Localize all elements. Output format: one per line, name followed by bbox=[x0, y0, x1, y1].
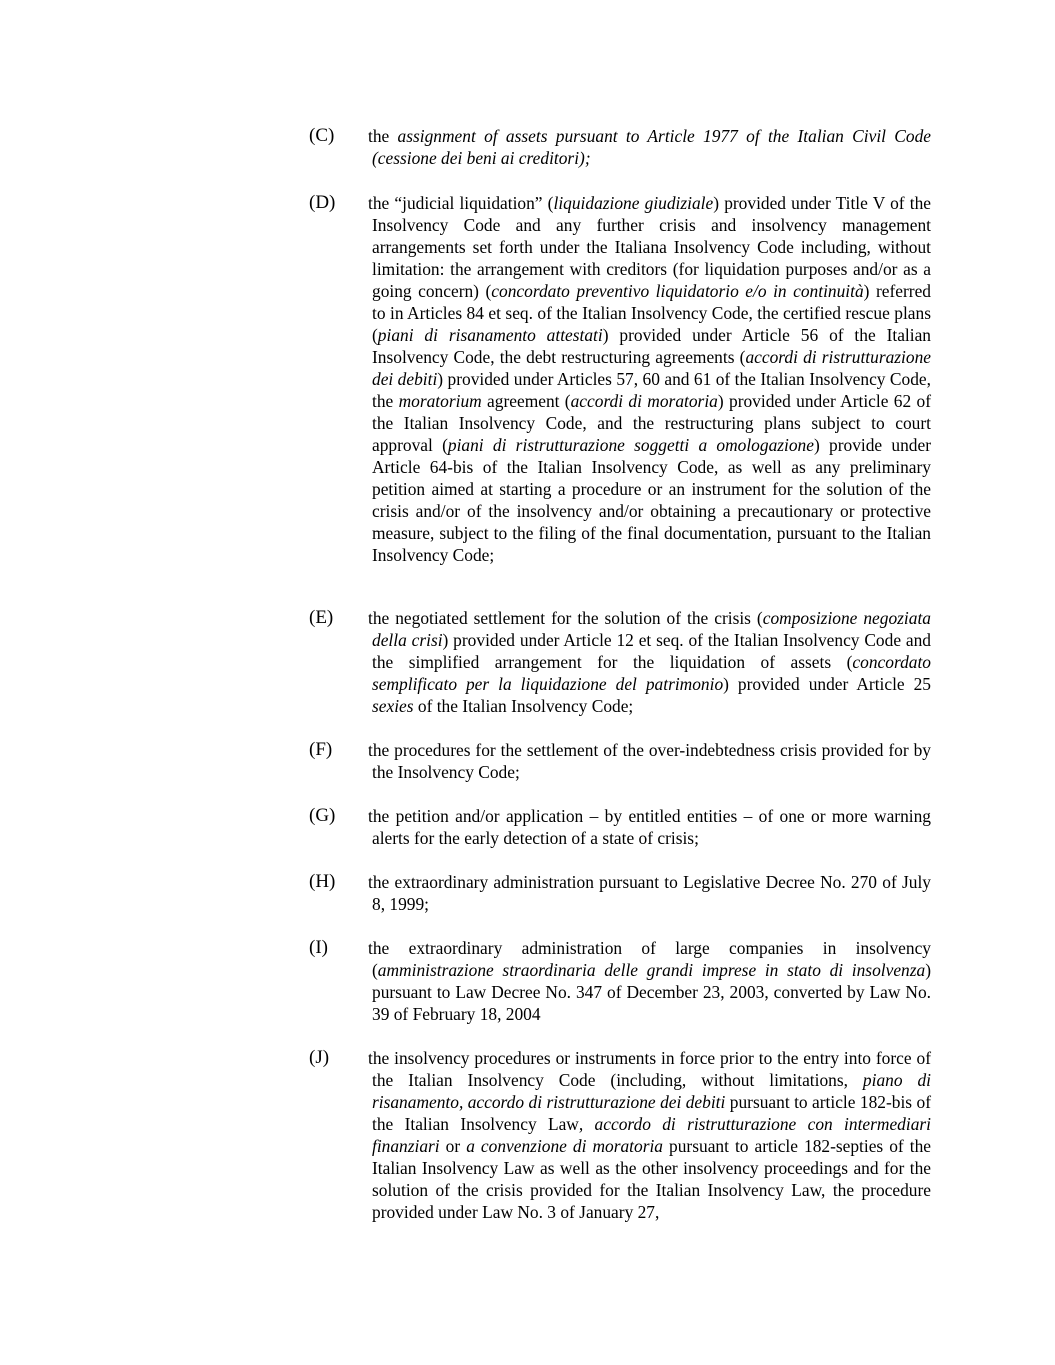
text-segment: the insolvency procedures or instruments in force prior to the entry into force of the Italian Insolvency Code (including, without limitations, bbox=[368, 1048, 931, 1090]
text-segment: the extraordinary administration of large companies in insolvency ( bbox=[368, 938, 931, 980]
text-segment-italic: amministrazione straordinaria delle grandi imprese in stato di insolvenza bbox=[377, 960, 926, 980]
text-segment: the negotiated settlement for the solution of the crisis ( bbox=[368, 608, 763, 628]
text-segment-italic: concordato preventivo liquidatorio e/o in continuità bbox=[491, 281, 864, 301]
item-marker: (H) bbox=[309, 871, 336, 892]
text-segment: the “judicial liquidation” ( bbox=[368, 193, 554, 213]
list-item-j bbox=[309, 1047, 931, 1223]
text-segment: the procedures for the settlement of the over-indebtedness crisis provided for by the Insolvency Code; bbox=[368, 740, 931, 782]
text-segment-italic: accordi di moratoria bbox=[570, 391, 718, 411]
list-item-i bbox=[309, 937, 931, 1025]
text-segment: agreement ( bbox=[481, 391, 571, 411]
text-segment: ) provided under Article 12 et seq. of the Italian Insolvency Code and the simplified arrangement for the liquidation of assets ( bbox=[372, 630, 931, 672]
text-segment-italic: assignment of assets pursuant to Article 1977 of the Italian Civil Code (cessione dei beni ai creditori); bbox=[372, 126, 931, 168]
text-segment: ) provided under Article 56 of the Italian Insolvency Code, the debt restructuring agreements ( bbox=[372, 325, 931, 367]
item-marker: (C) bbox=[309, 125, 335, 146]
item-marker: (I) bbox=[309, 937, 328, 958]
text-segment: pursuant to article 182-septies of the Italian Insolvency Law as well as the other insolvency proceedings and for the solution of the crisis provided for the Italian Insolvency Law, the procedure provided under Law No. 3 of January 27, bbox=[372, 1136, 931, 1222]
item-text bbox=[368, 805, 931, 849]
item-text bbox=[368, 1047, 931, 1223]
list-item-f bbox=[309, 739, 931, 783]
text-segment: ) provided under Article 25 bbox=[723, 674, 931, 694]
text-segment: or bbox=[439, 1136, 467, 1156]
list-item-g bbox=[309, 805, 931, 849]
item-text bbox=[368, 607, 931, 717]
item-text bbox=[368, 871, 931, 915]
text-segment: ) provided under Article 62 of the Italian Insolvency Code, and the restructuring plans subject to court approval ( bbox=[372, 391, 931, 455]
text-segment-italic: moratorium bbox=[398, 391, 482, 411]
item-marker: (D) bbox=[309, 192, 336, 213]
item-marker: (G) bbox=[309, 805, 336, 826]
text-segment: ) pursuant to Law Decree No. 347 of December 23, 2003, converted by Law No. 39 of February 18, 2004 bbox=[372, 960, 931, 1024]
text-segment: ) provide under Article 64-bis of the Italian Insolvency Code, as well as any preliminary petition aimed at starting a procedure or an instrument for the solution of the crisis and/or of the insolvency and/or obtaining a precautionary or protective measure, subject to the filing of the final documentation, pursuant to the Italian Insolvency Code; bbox=[372, 435, 931, 565]
text-segment-italic: a convenzione di moratoria bbox=[466, 1136, 664, 1156]
text-segment-italic: concordato semplificato per la liquidazione del patrimonio bbox=[372, 652, 931, 694]
text-segment-italic: piano di risanamento, accordo di ristrutturazione dei debiti bbox=[372, 1070, 931, 1112]
text-segment: the petition and/or application – by entitled entities – of one or more warning alerts for the early detection of a state of crisis; bbox=[368, 806, 931, 848]
item-text bbox=[368, 739, 931, 783]
text-segment: pursuant to article 182-bis of the Italian Insolvency Law bbox=[372, 1092, 931, 1134]
list-item-e bbox=[309, 607, 931, 717]
item-text bbox=[368, 937, 931, 1025]
text-segment-italic: piani di ristrutturazione soggetti a omologazione bbox=[447, 435, 814, 455]
item-text bbox=[368, 192, 931, 566]
list-item-h bbox=[309, 871, 931, 915]
text-segment: ) provided under Articles 57, 60 and 61 of the Italian Insolvency Code, the bbox=[372, 369, 931, 411]
text-segment-italic: composizione negoziata della crisi bbox=[372, 608, 931, 650]
text-segment-italic: sexies bbox=[372, 696, 414, 716]
text-segment: the bbox=[368, 126, 398, 146]
item-marker: (F) bbox=[309, 739, 333, 760]
text-segment: ) referred to in Articles 84 et seq. of the Italian Insolvency Code, the certified rescue plans ( bbox=[372, 281, 931, 345]
item-marker: (J) bbox=[309, 1047, 330, 1068]
item-marker: (E) bbox=[309, 607, 334, 628]
text-segment-italic: , accordo di ristrutturazione con intermediari finanziari bbox=[372, 1114, 931, 1156]
text-segment-italic: accordi di ristrutturazione dei debiti bbox=[372, 347, 931, 389]
list-item-d bbox=[309, 192, 931, 566]
text-segment: the extraordinary administration pursuant to Legislative Decree No. 270 of July 8, 1999; bbox=[368, 872, 931, 914]
list-item-c bbox=[309, 125, 931, 169]
text-segment-italic: liquidazione giudiziale bbox=[553, 193, 714, 213]
text-segment: ) provided under Title V of the Insolvency Code and any further crisis and insolvency management arrangements set forth under the Italiana Insolvency Code including, without limitation: the arrangement with creditors (for liquidation purposes and/or as a going concern) ( bbox=[372, 193, 931, 301]
text-segment: of the Italian Insolvency Code; bbox=[413, 696, 634, 716]
item-text bbox=[368, 125, 931, 169]
text-segment-italic: piani di risanamento attestati bbox=[377, 325, 603, 345]
